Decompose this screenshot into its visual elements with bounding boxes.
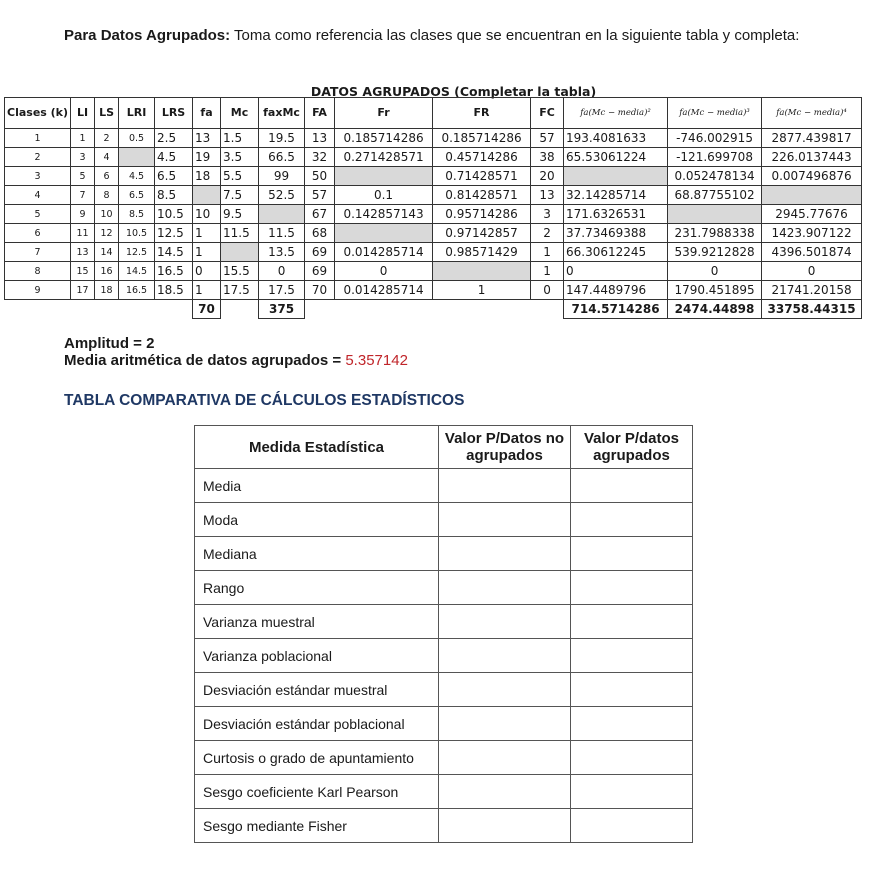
table-cell: 32.14285714 (564, 186, 668, 205)
table-cell: 17 (71, 281, 95, 300)
table-cell: 13.5 (259, 243, 305, 262)
grouped-header-cell: LRI (119, 98, 155, 129)
table-cell: 1 (5, 129, 71, 148)
grouped-header-cell: Clases (k) (5, 98, 71, 129)
table-cell: 13 (71, 243, 95, 262)
grouped-header-cell: FC (531, 98, 564, 129)
table-cell[interactable] (564, 167, 668, 186)
empty-cell (95, 300, 119, 319)
grouped-value-cell[interactable] (571, 673, 693, 707)
grouped-header-cell: Fr (335, 98, 433, 129)
comparison-header-cell: Medida Estadística (195, 426, 439, 469)
grouped-value-cell[interactable] (571, 537, 693, 571)
table-row (195, 537, 693, 571)
table-cell: -121.699708 (668, 148, 762, 167)
table-cell: 14.5 (119, 262, 155, 281)
table-row (5, 167, 862, 186)
table-cell: 171.6326531 (564, 205, 668, 224)
table-cell: 8.5 (155, 186, 193, 205)
table-cell: 2.5 (155, 129, 193, 148)
table-cell: 2877.439817 (762, 129, 862, 148)
table-cell: 1 (531, 243, 564, 262)
table-row (195, 503, 693, 537)
table-cell: 11 (71, 224, 95, 243)
table-cell: 19.5 (259, 129, 305, 148)
table-cell: 12 (95, 224, 119, 243)
table-cell: 5 (5, 205, 71, 224)
grouped-header-cell: FR (433, 98, 531, 129)
measure-label: Desviación estándar poblacional (195, 707, 439, 741)
grouped-header-cell: fa(Mc − media)⁴ (762, 98, 862, 129)
measure-label: Media (195, 469, 439, 503)
table-cell: 50 (305, 167, 335, 186)
table-row (5, 148, 862, 167)
empty-cell (119, 300, 155, 319)
comparison-header-cell: Valor P/Datos no agrupados (439, 426, 571, 469)
table-row (195, 469, 693, 503)
table-cell: 193.4081633 (564, 129, 668, 148)
table-cell: 7 (5, 243, 71, 262)
table-cell: 226.0137443 (762, 148, 862, 167)
table-cell: 10.5 (119, 224, 155, 243)
table-row (195, 707, 693, 741)
table-cell: 5.5 (221, 167, 259, 186)
grouped-value-cell[interactable] (571, 571, 693, 605)
table-row (5, 262, 862, 281)
grouped-value-cell[interactable] (571, 503, 693, 537)
total-cell: 375 (259, 300, 305, 319)
table-cell: 4 (95, 148, 119, 167)
table-cell: 8.5 (119, 205, 155, 224)
table-cell: 57 (531, 129, 564, 148)
table-cell: 0.014285714 (335, 243, 433, 262)
table-cell: 18.5 (155, 281, 193, 300)
table-cell: 14.5 (155, 243, 193, 262)
table-cell: 69 (305, 243, 335, 262)
grouped-header-cell: faxMc (259, 98, 305, 129)
table-cell: 5 (71, 167, 95, 186)
grouped-value-cell[interactable] (571, 809, 693, 843)
table-row (5, 186, 862, 205)
table-cell: 66.5 (259, 148, 305, 167)
media-line (64, 352, 408, 369)
table-cell: 6.5 (119, 186, 155, 205)
ungrouped-value-cell[interactable] (439, 469, 571, 503)
comparison-table (194, 425, 693, 843)
table-cell: 0.052478134 (668, 167, 762, 186)
table-cell: 0.97142857 (433, 224, 531, 243)
table-cell: 52.5 (259, 186, 305, 205)
totals-row (5, 300, 862, 319)
table-cell: 16 (95, 262, 119, 281)
table-cell: 20 (531, 167, 564, 186)
grouped-table-header (5, 98, 862, 129)
table-cell: 1 (433, 281, 531, 300)
table-cell: 13 (531, 186, 564, 205)
table-cell: 0.014285714 (335, 281, 433, 300)
table-cell: 65.53061224 (564, 148, 668, 167)
table-cell: 0.007496876 (762, 167, 862, 186)
ungrouped-value-cell[interactable] (439, 503, 571, 537)
table-cell: 0.185714286 (433, 129, 531, 148)
table-cell: 1790.451895 (668, 281, 762, 300)
grouped-value-cell[interactable] (571, 605, 693, 639)
table-cell: 0.98571429 (433, 243, 531, 262)
grouped-value-cell[interactable] (571, 741, 693, 775)
table-cell: 17.5 (221, 281, 259, 300)
media-label: Media aritmética de datos agrupados = (64, 352, 346, 369)
table-cell: 17.5 (259, 281, 305, 300)
ungrouped-value-cell[interactable] (439, 605, 571, 639)
grouped-value-cell[interactable] (571, 469, 693, 503)
table-cell: 4396.501874 (762, 243, 862, 262)
comparison-header (195, 426, 693, 469)
table-cell: 0.1 (335, 186, 433, 205)
table-cell: 15.5 (221, 262, 259, 281)
measure-label: Sesgo coeficiente Karl Pearson (195, 775, 439, 809)
amplitud-text: Amplitud = 2 (64, 335, 155, 352)
table-cell: 539.9212828 (668, 243, 762, 262)
table-cell: -746.002915 (668, 129, 762, 148)
ungrouped-value-cell[interactable] (439, 673, 571, 707)
grouped-header-cell: fa(Mc − media)² (564, 98, 668, 129)
table-cell: 6 (95, 167, 119, 186)
table-row (5, 243, 862, 262)
table-cell: 2 (5, 148, 71, 167)
table-cell[interactable] (668, 205, 762, 224)
table-cell: 68.87755102 (668, 186, 762, 205)
table-cell: 0.81428571 (433, 186, 531, 205)
table-cell: 12.5 (119, 243, 155, 262)
table-cell[interactable] (193, 186, 221, 205)
table-cell[interactable] (221, 243, 259, 262)
table-row (5, 281, 862, 300)
empty-cell (531, 300, 564, 319)
table-row (5, 129, 862, 148)
table-cell: 0.142857143 (335, 205, 433, 224)
table-row (5, 205, 862, 224)
table-cell: 0 (193, 262, 221, 281)
table-cell: 4.5 (155, 148, 193, 167)
table-cell: 67 (305, 205, 335, 224)
table-cell: 0.45714286 (433, 148, 531, 167)
empty-cell (305, 300, 335, 319)
table-cell: 0.185714286 (335, 129, 433, 148)
table-cell: 21741.20158 (762, 281, 862, 300)
table-row (195, 639, 693, 673)
empty-cell (433, 300, 531, 319)
table-cell: 69 (305, 262, 335, 281)
measure-label: Moda (195, 503, 439, 537)
table-cell: 13 (305, 129, 335, 148)
table-cell: 68 (305, 224, 335, 243)
table-cell[interactable] (433, 262, 531, 281)
table-cell: 0.5 (119, 129, 155, 148)
table-cell: 7 (71, 186, 95, 205)
table-row (195, 571, 693, 605)
table-row (5, 224, 862, 243)
measure-label: Curtosis o grado de apuntamiento (195, 741, 439, 775)
table-row (195, 809, 693, 843)
table-row (195, 775, 693, 809)
table-cell: 4.5 (119, 167, 155, 186)
table-cell[interactable] (259, 205, 305, 224)
table-cell: 0.271428571 (335, 148, 433, 167)
table-cell: 0 (668, 262, 762, 281)
table-cell: 0 (259, 262, 305, 281)
instructions-bold: Para Datos Agrupados: (64, 27, 231, 44)
table-cell: 18 (95, 281, 119, 300)
table-cell: 8 (5, 262, 71, 281)
table-cell: 66.30612245 (564, 243, 668, 262)
table-cell: 1423.907122 (762, 224, 862, 243)
total-cell: 33758.44315 (762, 300, 862, 319)
table-cell: 3 (71, 148, 95, 167)
table-cell[interactable] (335, 224, 433, 243)
empty-cell (155, 300, 193, 319)
grouped-header-cell: Mc (221, 98, 259, 129)
instructions-paragraph (64, 26, 834, 45)
total-cell: 714.5714286 (564, 300, 668, 319)
measure-label: Varianza muestral (195, 605, 439, 639)
table-cell: 3.5 (221, 148, 259, 167)
table-cell: 10.5 (155, 205, 193, 224)
table-cell: 8 (95, 186, 119, 205)
total-cell: 70 (193, 300, 221, 319)
grouped-value-cell[interactable] (571, 707, 693, 741)
table-cell: 19 (193, 148, 221, 167)
table-cell: 38 (531, 148, 564, 167)
table-cell: 4 (5, 186, 71, 205)
table-cell: 16.5 (155, 262, 193, 281)
table-cell: 14 (95, 243, 119, 262)
grouped-value-cell[interactable] (571, 775, 693, 809)
ungrouped-value-cell[interactable] (439, 809, 571, 843)
table-cell: 11.5 (221, 224, 259, 243)
table-cell[interactable] (762, 186, 862, 205)
table-cell: 18 (193, 167, 221, 186)
table-cell: 1 (193, 243, 221, 262)
ungrouped-value-cell[interactable] (439, 775, 571, 809)
table-cell: 9 (5, 281, 71, 300)
empty-cell (71, 300, 95, 319)
table-cell[interactable] (335, 167, 433, 186)
table-cell: 0.71428571 (433, 167, 531, 186)
empty-cell (335, 300, 433, 319)
total-cell: 2474.44898 (668, 300, 762, 319)
table-cell: 13 (193, 129, 221, 148)
table-row (195, 741, 693, 775)
table-row (195, 605, 693, 639)
grouped-header-cell: LS (95, 98, 119, 129)
table-cell: 1 (193, 224, 221, 243)
table-cell: 0 (531, 281, 564, 300)
ungrouped-value-cell[interactable] (439, 741, 571, 775)
table-cell: 11.5 (259, 224, 305, 243)
grouped-header-cell: fa(Mc − media)³ (668, 98, 762, 129)
table-cell: 231.7988338 (668, 224, 762, 243)
media-value: 5.357142 (345, 352, 408, 369)
grouped-value-cell[interactable] (571, 639, 693, 673)
table-cell: 9 (71, 205, 95, 224)
grouped-header-cell: FA (305, 98, 335, 129)
table-cell: 16.5 (119, 281, 155, 300)
ungrouped-value-cell[interactable] (439, 571, 571, 605)
measure-label: Rango (195, 571, 439, 605)
table-cell: 1 (71, 129, 95, 148)
empty-cell (5, 300, 71, 319)
table-cell: 2 (95, 129, 119, 148)
table-cell: 32 (305, 148, 335, 167)
table-cell[interactable] (119, 148, 155, 167)
ungrouped-value-cell[interactable] (439, 537, 571, 571)
measure-label: Varianza poblacional (195, 639, 439, 673)
table-cell: 15 (71, 262, 95, 281)
grouped-data-table (4, 97, 862, 319)
table-cell: 2 (531, 224, 564, 243)
table-cell: 0 (762, 262, 862, 281)
table-cell: 1 (531, 262, 564, 281)
comparison-header-cell: Valor P/datos agrupados (571, 426, 693, 469)
table-cell: 10 (193, 205, 221, 224)
measure-label: Desviación estándar muestral (195, 673, 439, 707)
table-cell: 0 (564, 262, 668, 281)
table-cell: 3 (5, 167, 71, 186)
table-cell: 70 (305, 281, 335, 300)
table-cell: 6.5 (155, 167, 193, 186)
grouped-header-cell: LRS (155, 98, 193, 129)
table-cell: 1 (193, 281, 221, 300)
ungrouped-value-cell[interactable] (439, 639, 571, 673)
table-cell: 6 (5, 224, 71, 243)
grouped-header-cell: LI (71, 98, 95, 129)
table-cell: 2945.77676 (762, 205, 862, 224)
instructions-text: Toma como referencia las clases que se encuentran en la siguiente tabla y completa: (230, 27, 800, 44)
table-cell: 9.5 (221, 205, 259, 224)
table-row (195, 673, 693, 707)
ungrouped-value-cell[interactable] (439, 707, 571, 741)
grouped-header-cell: fa (193, 98, 221, 129)
table-cell: 0.95714286 (433, 205, 531, 224)
measure-label: Sesgo mediante Fisher (195, 809, 439, 843)
table-cell: 147.4489796 (564, 281, 668, 300)
empty-cell (221, 300, 259, 319)
table-cell: 7.5 (221, 186, 259, 205)
table-cell: 0 (335, 262, 433, 281)
table-cell: 1.5 (221, 129, 259, 148)
table-cell: 57 (305, 186, 335, 205)
table-cell: 37.73469388 (564, 224, 668, 243)
grouped-table-title: DATOS AGRUPADOS (Completar la tabla) (310, 84, 597, 99)
comparison-title: TABLA COMPARATIVA DE CÁLCULOS ESTADÍSTICOS (64, 392, 465, 409)
table-cell: 10 (95, 205, 119, 224)
table-cell: 99 (259, 167, 305, 186)
measure-label: Mediana (195, 537, 439, 571)
table-cell: 3 (531, 205, 564, 224)
table-cell: 12.5 (155, 224, 193, 243)
